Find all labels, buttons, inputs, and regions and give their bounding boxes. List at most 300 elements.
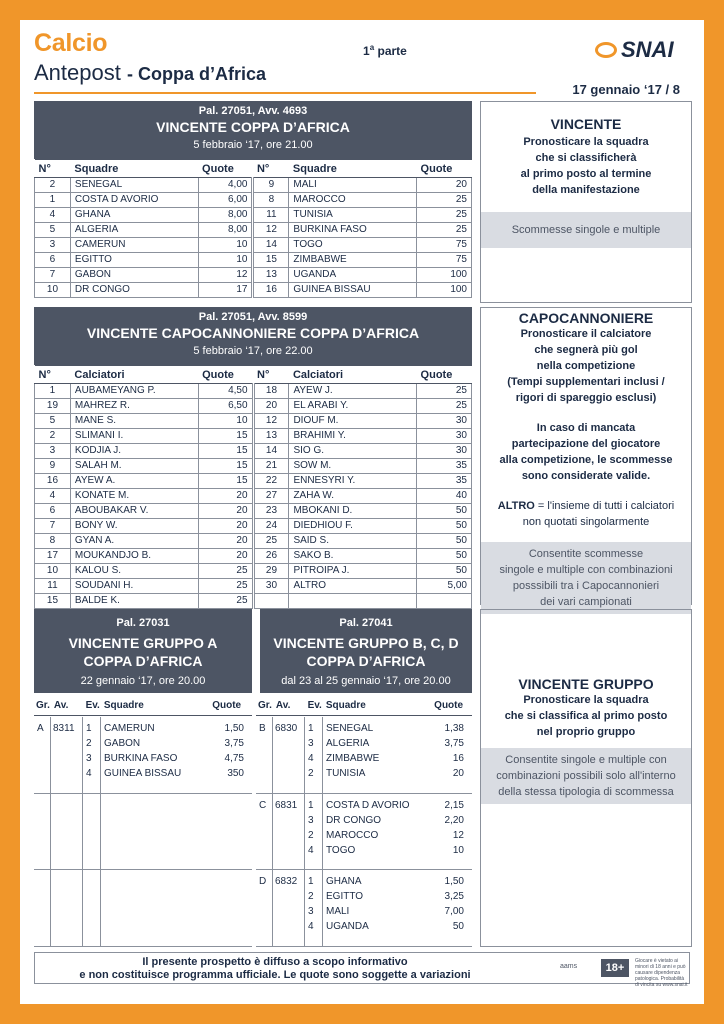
event-number: 2 [86, 738, 92, 749]
row-name: MANE S. [70, 414, 198, 429]
table-row [35, 429, 472, 444]
row-name: DIOUF M. [289, 414, 417, 429]
pal-label: Pal. 27031 [116, 617, 170, 629]
column-divider [322, 794, 323, 870]
row-name: DR CONGO [70, 283, 198, 298]
row-name [289, 594, 417, 609]
avv-number: 6831 [275, 799, 298, 811]
row-name: MAROCCO [289, 193, 417, 208]
row-name: BRAHIMI Y. [289, 429, 417, 444]
column-divider [272, 794, 273, 870]
row-odds: 25 [417, 223, 472, 238]
page-subtitle [34, 60, 266, 86]
row-name: ZAHA W. [289, 489, 417, 504]
side-desc-2 [481, 420, 691, 484]
aams-logo: aams [560, 963, 578, 970]
col-header: Ev. [306, 697, 324, 715]
team-odds: 1,50 [444, 876, 464, 888]
row-name: MOUKANDJO B. [70, 549, 198, 564]
team-name: DR CONGO [326, 814, 381, 826]
fine-print: Giocare è vietato ai minori di 18 anni e può causare dipendenza patologica. Probabilità di vincita su www.snai.it [635, 958, 688, 988]
column-divider [100, 794, 101, 870]
row-odds: 10 [198, 253, 253, 268]
table-row [35, 549, 472, 564]
row-number: 2 [35, 178, 71, 193]
row-number: 1 [35, 384, 71, 399]
altro-word: ALTRO [497, 500, 535, 512]
column-divider [50, 717, 51, 793]
row-name: TUNISIA [289, 208, 417, 223]
column-divider [304, 717, 305, 793]
row-number: 19 [35, 399, 71, 414]
section-capocannoniere [34, 307, 472, 609]
row-number: 12 [253, 223, 289, 238]
col-header: Gr. [256, 697, 274, 715]
table-row [35, 283, 472, 298]
team-odds: 7,00 [444, 906, 464, 918]
team-odds: 2,15 [444, 799, 464, 811]
row-odds: 35 [417, 459, 472, 474]
desc-line: partecipazione del giocatore [511, 438, 661, 450]
team-name: TUNISIA [326, 768, 366, 779]
row-name: TOGO [289, 238, 417, 253]
row-number: 16 [35, 474, 71, 489]
row-name: GYAN A. [70, 534, 198, 549]
disclaimer-line: Il presente prospetto è diffuso a scopo informativo [142, 956, 408, 968]
row-name: SENEGAL [70, 178, 198, 193]
avv-number: 6832 [275, 876, 298, 888]
avv-number: 6830 [275, 723, 298, 734]
table-row [35, 223, 472, 238]
side-vincente-gruppo [480, 609, 692, 947]
row-number: 14 [253, 444, 289, 459]
parte-word: parte [377, 44, 407, 58]
table-row [35, 178, 472, 193]
group-letter: A [37, 723, 44, 734]
event-number: 3 [308, 906, 314, 918]
desc-line: In caso di mancata [536, 422, 636, 434]
title-underline [34, 92, 536, 94]
row-number: 23 [253, 504, 289, 519]
team-odds: 3,75 [444, 738, 464, 749]
row-number: 27 [253, 489, 289, 504]
row-odds: 30 [417, 414, 472, 429]
desc-line: Pronosticare il calciatore [520, 328, 652, 340]
row-odds: 25 [198, 579, 253, 594]
row-number [253, 594, 289, 609]
team-name: GUINEA BISSAU [104, 768, 182, 779]
group-block [34, 717, 252, 794]
group-letter: C [259, 799, 267, 811]
row-name: SOUDANI H. [70, 579, 198, 594]
desc-line: (Tempi supplementari inclusi / [507, 376, 665, 388]
group-a-header [34, 609, 252, 693]
row-name: MAHREZ R. [70, 399, 198, 414]
row-name: ALGERIA [70, 223, 198, 238]
avv-number: 8311 [53, 723, 75, 734]
row-odds: 100 [417, 268, 472, 283]
row-odds: 8,00 [198, 223, 253, 238]
group-block [34, 870, 252, 947]
box-line: della stessa tipologia di scommessa [498, 786, 674, 798]
event-number: 4 [308, 753, 314, 764]
row-number: 26 [253, 549, 289, 564]
col-header: Av. [52, 697, 84, 715]
row-odds: 15 [198, 474, 253, 489]
snai-logo [595, 37, 674, 63]
row-odds: 30 [417, 444, 472, 459]
row-name: SALAH M. [70, 459, 198, 474]
row-name: UGANDA [289, 268, 417, 283]
row-odds: 25 [417, 399, 472, 414]
row-number: 3 [35, 238, 71, 253]
col-header: Quote [198, 160, 253, 178]
group-bcd-table [256, 697, 472, 947]
row-name: SOW M. [289, 459, 417, 474]
disclaimer-text [35, 956, 515, 982]
col-header: Quote [432, 697, 472, 715]
group-table [34, 697, 252, 716]
row-name: AYEW A. [70, 474, 198, 489]
event-number: 1 [308, 876, 314, 888]
group-block [256, 717, 472, 794]
desc-line: che si classifica al primo posto [504, 710, 668, 722]
group-letter: D [259, 876, 267, 888]
row-number: 10 [35, 283, 71, 298]
row-odds: 20 [198, 519, 253, 534]
row-odds: 25 [417, 384, 472, 399]
side-desc [481, 692, 691, 740]
row-name: SAKO B. [289, 549, 417, 564]
desc-line: sono considerate valide. [521, 470, 651, 482]
row-odds: 4,00 [198, 178, 253, 193]
group-a-block [34, 717, 252, 947]
col-header: Gr. [34, 697, 52, 715]
table-row [35, 459, 472, 474]
row-odds: 50 [417, 504, 472, 519]
row-number: 4 [35, 208, 71, 223]
row-odds: 12 [198, 268, 253, 283]
group-letter: B [259, 723, 266, 734]
row-number: 11 [253, 208, 289, 223]
event-number: 3 [86, 753, 92, 764]
desc-line: della manifestazione [532, 184, 640, 196]
age-18-badge: 18+ [601, 959, 629, 977]
side-desc [481, 326, 691, 406]
row-odds: 50 [417, 519, 472, 534]
table-row [35, 474, 472, 489]
section-header [34, 307, 472, 365]
event-date: 22 gennaio ‘17, ore 20.00 [80, 675, 206, 687]
side-capocannoniere [480, 307, 692, 608]
row-number: 20 [253, 399, 289, 414]
row-number: 10 [35, 564, 71, 579]
row-number: 25 [253, 534, 289, 549]
row-name: BONY W. [70, 519, 198, 534]
event-number: 1 [308, 723, 314, 734]
event-number: 3 [308, 814, 314, 826]
table-row [35, 384, 472, 399]
team-name: CAMERUN [104, 723, 155, 734]
desc-line: che segnerà più gol [534, 344, 638, 356]
team-odds: 50 [452, 921, 464, 933]
row-name: GABON [70, 268, 198, 283]
team-odds: 2,20 [444, 814, 464, 826]
row-odds: 75 [417, 253, 472, 268]
team-name: GHANA [326, 876, 362, 888]
row-name: SAID S. [289, 534, 417, 549]
team-odds: 3,25 [444, 891, 464, 903]
team-odds: 20 [452, 768, 464, 779]
event-date: 5 febbraio ‘17, ore 22.00 [193, 345, 313, 357]
parte-num: 1 [363, 44, 370, 58]
section-header [34, 101, 472, 159]
row-number: 9 [253, 178, 289, 193]
col-header: Squadre [324, 697, 432, 715]
team-name: GABON [104, 738, 141, 749]
row-odds: 15 [198, 429, 253, 444]
event-number: 2 [308, 891, 314, 903]
side-vincente [480, 101, 692, 303]
table-row [35, 444, 472, 459]
column-divider [50, 794, 51, 870]
info-box: Scommesse singole e multiple [481, 212, 691, 248]
event-number: 1 [308, 799, 314, 811]
side-desc [481, 134, 691, 198]
table-row [35, 193, 472, 208]
group-block [34, 794, 252, 871]
group-a-table [34, 697, 252, 947]
row-number: 5 [35, 223, 71, 238]
row-name: MALI [289, 178, 417, 193]
event-date: dal 23 al 25 gennaio ‘17, ore 20.00 [281, 675, 451, 687]
row-odds: 50 [417, 564, 472, 579]
table-row [35, 564, 472, 579]
row-name: COSTA D AVORIO [70, 193, 198, 208]
col-header: Ev. [84, 697, 102, 715]
col-header: Squadre [102, 697, 210, 715]
row-odds: 4,50 [198, 384, 253, 399]
logo-ring-icon [595, 42, 617, 58]
row-number: 15 [35, 594, 71, 609]
team-name: UGANDA [326, 921, 369, 933]
row-number: 6 [35, 253, 71, 268]
row-odds: 50 [417, 549, 472, 564]
altro-rest: = l'insieme di tutti i calciatori [534, 500, 675, 512]
team-name: MALI [326, 906, 350, 918]
row-number: 17 [35, 549, 71, 564]
row-odds: 25 [417, 208, 472, 223]
team-name: BURKINA FASO [104, 753, 178, 764]
row-name: DIEDHIOU F. [289, 519, 417, 534]
row-name: GHANA [70, 208, 198, 223]
row-number: 9 [35, 459, 71, 474]
parte-label [363, 43, 407, 58]
row-odds: 20 [198, 534, 253, 549]
section-title: VINCENTE CAPOCANNONIERE COPPA D’AFRICA [86, 325, 420, 341]
col-header: Calciatori [70, 366, 198, 384]
col-header: Quote [417, 160, 472, 178]
row-odds: 6,00 [198, 193, 253, 208]
odds-table [34, 365, 472, 609]
row-odds: 75 [417, 238, 472, 253]
row-number: 3 [35, 444, 71, 459]
section-title-2: COPPA D’AFRICA [83, 653, 203, 669]
column-divider [272, 717, 273, 793]
group-block [256, 794, 472, 871]
row-name: ALTRO [289, 579, 417, 594]
box-line: posssibili tra i Capocannonieri [512, 580, 660, 592]
team-odds: 16 [452, 753, 464, 764]
col-header: N° [35, 366, 71, 384]
row-odds: 15 [198, 459, 253, 474]
section-title: VINCENTE COPPA D’AFRICA [156, 119, 350, 135]
side-title: VINCENTE [550, 116, 622, 132]
section-title-2: COPPA D’AFRICA [306, 653, 426, 669]
table-row [35, 414, 472, 429]
row-odds: 17 [198, 283, 253, 298]
group-block [256, 870, 472, 947]
event-number: 2 [308, 768, 314, 779]
row-number: 29 [253, 564, 289, 579]
section-vincente [34, 101, 472, 298]
altro-rest-2: non quotati singolarmente [522, 516, 650, 528]
col-header: N° [35, 160, 71, 178]
row-number: 8 [35, 534, 71, 549]
pal-label: Pal. 27051, Avv. 8599 [198, 311, 308, 323]
row-odds: 40 [417, 489, 472, 504]
row-number: 14 [253, 238, 289, 253]
row-number: 7 [35, 268, 71, 283]
team-name: ALGERIA [326, 738, 370, 749]
row-name: ZIMBABWE [289, 253, 417, 268]
group-bcd-header [260, 609, 472, 693]
row-number: 5 [35, 414, 71, 429]
row-number: 21 [253, 459, 289, 474]
pal-label: Pal. 27041 [339, 617, 393, 629]
disclaimer-line: e non costituisce programma ufficiale. Le quote sono soggette a variazioni [79, 969, 471, 981]
col-header: Av. [274, 697, 306, 715]
info-box [481, 542, 691, 614]
team-name: COSTA D AVORIO [326, 799, 410, 811]
row-name: EL ARABI Y. [289, 399, 417, 414]
column-divider [82, 870, 83, 946]
table-row [35, 238, 472, 253]
row-odds: 25 [198, 594, 253, 609]
col-header: Quote [198, 366, 253, 384]
team-odds: 10 [452, 844, 464, 856]
table-row [35, 489, 472, 504]
team-odds: 4,75 [224, 753, 244, 764]
row-number: 18 [253, 384, 289, 399]
row-odds: 8,00 [198, 208, 253, 223]
row-name: BURKINA FASO [289, 223, 417, 238]
row-name: AYEW J. [289, 384, 417, 399]
row-number: 11 [35, 579, 71, 594]
row-odds: 30 [417, 429, 472, 444]
row-odds: 25 [417, 193, 472, 208]
table-row [35, 504, 472, 519]
subtitle-bold: - Coppa d’Africa [126, 64, 266, 84]
team-name: SENEGAL [326, 723, 374, 734]
box-line: Consentite singole e multiple con [505, 754, 667, 766]
row-number: 7 [35, 519, 71, 534]
row-odds: 20 [198, 489, 253, 504]
column-divider [100, 717, 101, 793]
col-header: Squadre [289, 160, 417, 178]
team-odds: 1,50 [224, 723, 244, 734]
subtitle-main: Antepost [34, 60, 121, 85]
column-divider [304, 870, 305, 946]
issue-date: 17 gennaio ‘17 / 8 [572, 82, 680, 97]
desc-line: rigori di spareggio esclusi) [515, 392, 657, 404]
table-row [35, 534, 472, 549]
row-odds: 100 [417, 283, 472, 298]
box-line: combinazioni possibili solo all'interno [496, 770, 676, 782]
col-header: N° [253, 366, 289, 384]
row-name: SLIMANI I. [70, 429, 198, 444]
event-number: 2 [308, 829, 314, 841]
row-odds: 6,50 [198, 399, 253, 414]
row-number: 16 [253, 283, 289, 298]
col-header: Quote [210, 697, 252, 715]
team-name: TOGO [326, 844, 356, 856]
event-number: 4 [308, 844, 314, 856]
box-line: dei vari campionati [540, 596, 632, 608]
event-number: 1 [86, 723, 92, 734]
col-header: Calciatori [289, 366, 417, 384]
event-number: 3 [308, 738, 314, 749]
page-title: Calcio [34, 29, 108, 57]
team-odds: 350 [227, 768, 244, 779]
event-number: 4 [308, 921, 314, 933]
row-name: CAMERUN [70, 238, 198, 253]
row-odds: 10 [198, 414, 253, 429]
event-number: 4 [86, 768, 92, 779]
col-header: Quote [417, 366, 472, 384]
row-number: 8 [253, 193, 289, 208]
table-row [35, 253, 472, 268]
info-box [481, 748, 691, 804]
column-divider [82, 794, 83, 870]
table-row [35, 579, 472, 594]
side-title: CAPOCANNONIERE [518, 310, 654, 326]
team-name: MAROCCO [326, 829, 379, 841]
row-odds [417, 594, 472, 609]
table-row [35, 399, 472, 414]
column-divider [100, 870, 101, 946]
row-number: 13 [253, 429, 289, 444]
team-name: ZIMBABWE [326, 753, 380, 764]
row-odds: 20 [198, 549, 253, 564]
row-odds: 20 [417, 178, 472, 193]
parte-sup: a [369, 43, 375, 52]
row-number: 13 [253, 268, 289, 283]
row-name: GUINEA BISSAU [289, 283, 417, 298]
row-odds: 35 [417, 474, 472, 489]
row-number: 12 [253, 414, 289, 429]
row-name: ENNESYRI Y. [289, 474, 417, 489]
table-row [35, 268, 472, 283]
row-name: EGITTO [70, 253, 198, 268]
altro-note [481, 498, 691, 530]
row-name: BALDE K. [70, 594, 198, 609]
row-odds: 50 [417, 534, 472, 549]
row-odds: 20 [198, 504, 253, 519]
team-name: EGITTO [326, 891, 364, 903]
row-number: 4 [35, 489, 71, 504]
desc-line: che si classificherà [535, 152, 637, 164]
